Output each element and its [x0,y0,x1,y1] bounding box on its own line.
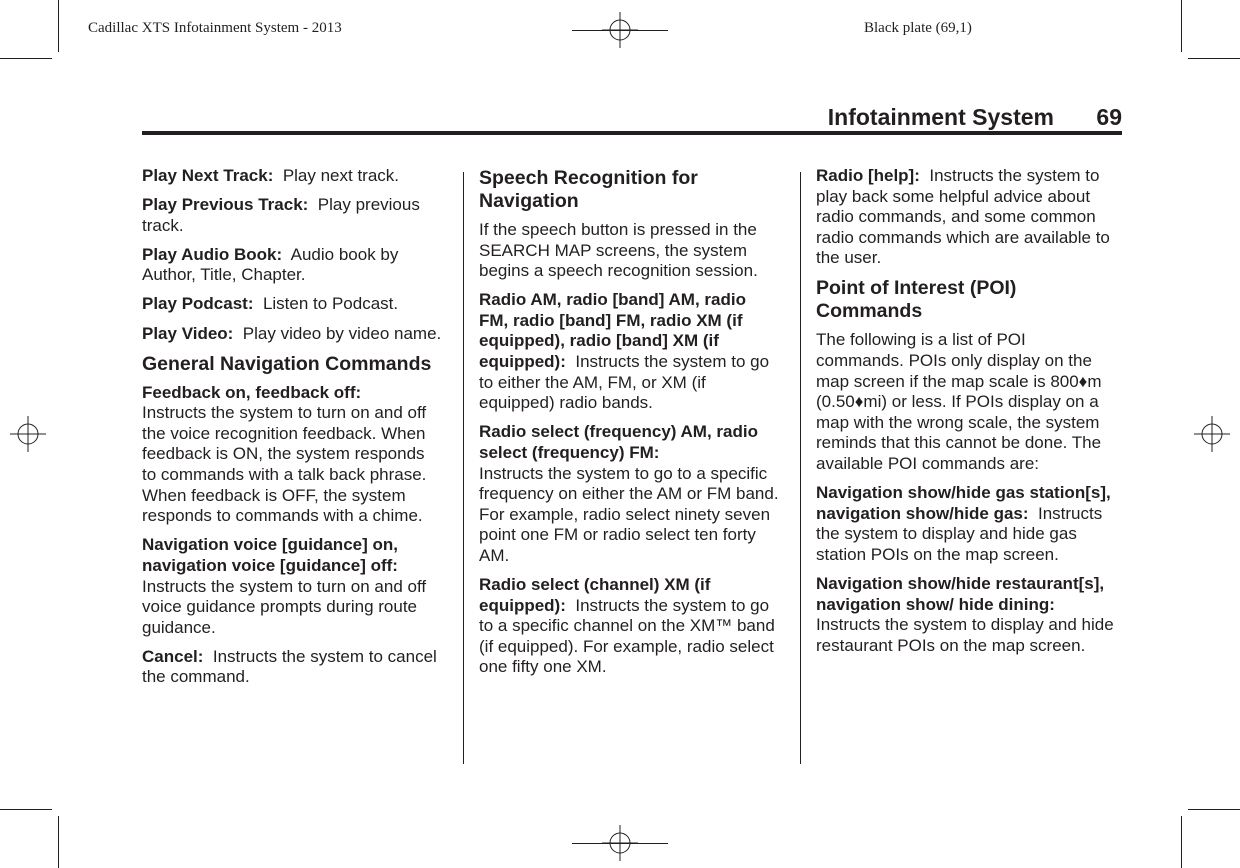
paragraph: The following is a list of POI commands. POIs only display on the map screen if the map scale is 800♦m (0.50♦mi) or less. If POIs display on a map with the wrong scale, the system reminds that this cannot be done. The available POI commands are: [816,330,1102,474]
definition: Play next track. [282,166,400,185]
paragraph [479,290,779,414]
definition: Instructs the system to turn on and off the voice recognition feedback. When feedback is ON, the system responds to commands with a talk back phrase. When feedback is OFF, the system responds to commands with a chime. [142,403,427,526]
column-3 [816,166,1116,665]
definition: Instructs the system to cancel the command. [142,646,437,687]
definition: Instructs the system to go to either the AM, FM, or XM (if equipped) radio bands. [479,352,770,413]
column-divider [800,172,801,764]
term: Play Next Track: [142,166,274,185]
term: Navigation show/hide restaurant[s], navigation show/ hide dining: [816,574,1105,614]
term: Play Previous Track: [142,195,309,215]
definition: Instructs the system to go to a specific channel on the XM™ band (if equipped). For example, radio select one fifty one XM. [479,595,775,677]
paragraph [479,422,779,566]
definition: Instructs the system to play back some helpful advice about radio commands, and some common radio commands which are available to the user. [816,166,1110,268]
column-divider [463,172,464,764]
term: Feedback on, feedback off: [142,382,362,402]
definition: Listen to Podcast. [262,294,399,314]
crop-mark [0,809,52,810]
crop-mark [58,816,59,868]
term: Navigation voice [guidance] on, navigation voice [guidance] off: [142,535,398,575]
registration-mark-icon [1194,416,1230,452]
paragraph [142,383,442,527]
crop-mark [572,30,668,31]
term: Play Video: [142,323,234,343]
definition: Instructs the system to display and hide gas station POIs on the map screen. [816,503,1103,564]
section-heading: Speech Recognition for Navigation [479,167,698,212]
column-2 [479,166,779,686]
crop-mark [58,0,59,52]
registration-mark-icon [10,416,46,452]
definition: Play video by video name. [242,323,442,343]
definition: Audio book by Author, Title, Chapter. [142,244,399,285]
paragraph [479,575,779,678]
paragraph [142,647,442,688]
paragraph: If the speech button is pressed in the SEARCH MAP screens, the system begins a speech recognition session. [479,220,758,281]
paragraph [142,324,442,345]
term: Radio AM, radio [band] AM, radio FM, radio [band] FM, radio XM (if equipped), radio [band] XM (if equipped): [479,290,746,372]
paragraph [816,166,1116,269]
paragraph [142,195,442,236]
header-rule [142,131,1122,135]
plate-label: Black plate (69,1) [864,20,972,36]
crop-mark [1188,809,1240,810]
column-1 [142,166,442,696]
crop-mark [0,58,52,59]
term: Navigation show/hide gas station[s], navigation show/hide gas: [816,483,1111,523]
definition: Instructs the system to display and hide restaurant POIs on the map screen. [816,615,1114,655]
term: Play Podcast: [142,294,254,314]
term: Cancel: [142,646,204,666]
paragraph [142,294,442,315]
section-heading: General Navigation Commands [142,352,432,375]
paragraph [816,574,1116,656]
crop-mark [1181,0,1182,52]
term: Play Audio Book: [142,244,283,264]
paragraph [142,166,442,187]
crop-mark [1181,816,1182,868]
running-head [142,104,1122,132]
definition: Play previous track. [142,195,420,235]
paragraph [816,483,1116,565]
paragraph [142,535,442,638]
definition: Instructs the system to turn on and off voice guidance prompts during route guidance. [142,576,427,637]
paragraph [142,245,442,286]
term: Radio select (channel) XM (if equipped): [479,575,711,615]
page-number: 69 [1096,104,1122,130]
definition: Instructs the system to go to a specific frequency on either the AM or FM band. For example, radio select ninety seven point one FM or radio select ten forty AM. [479,463,779,565]
section-title: Infotainment System [827,104,1054,130]
term: Radio select (frequency) AM, radio select (frequency) FM: [479,422,758,462]
crop-mark [572,843,668,844]
book-title: Cadillac XTS Infotainment System - 2013 [88,20,342,36]
crop-mark [1188,58,1240,59]
section-heading: Point of Interest (POI) Commands [816,277,1017,323]
term: Radio [help]: [816,166,920,185]
